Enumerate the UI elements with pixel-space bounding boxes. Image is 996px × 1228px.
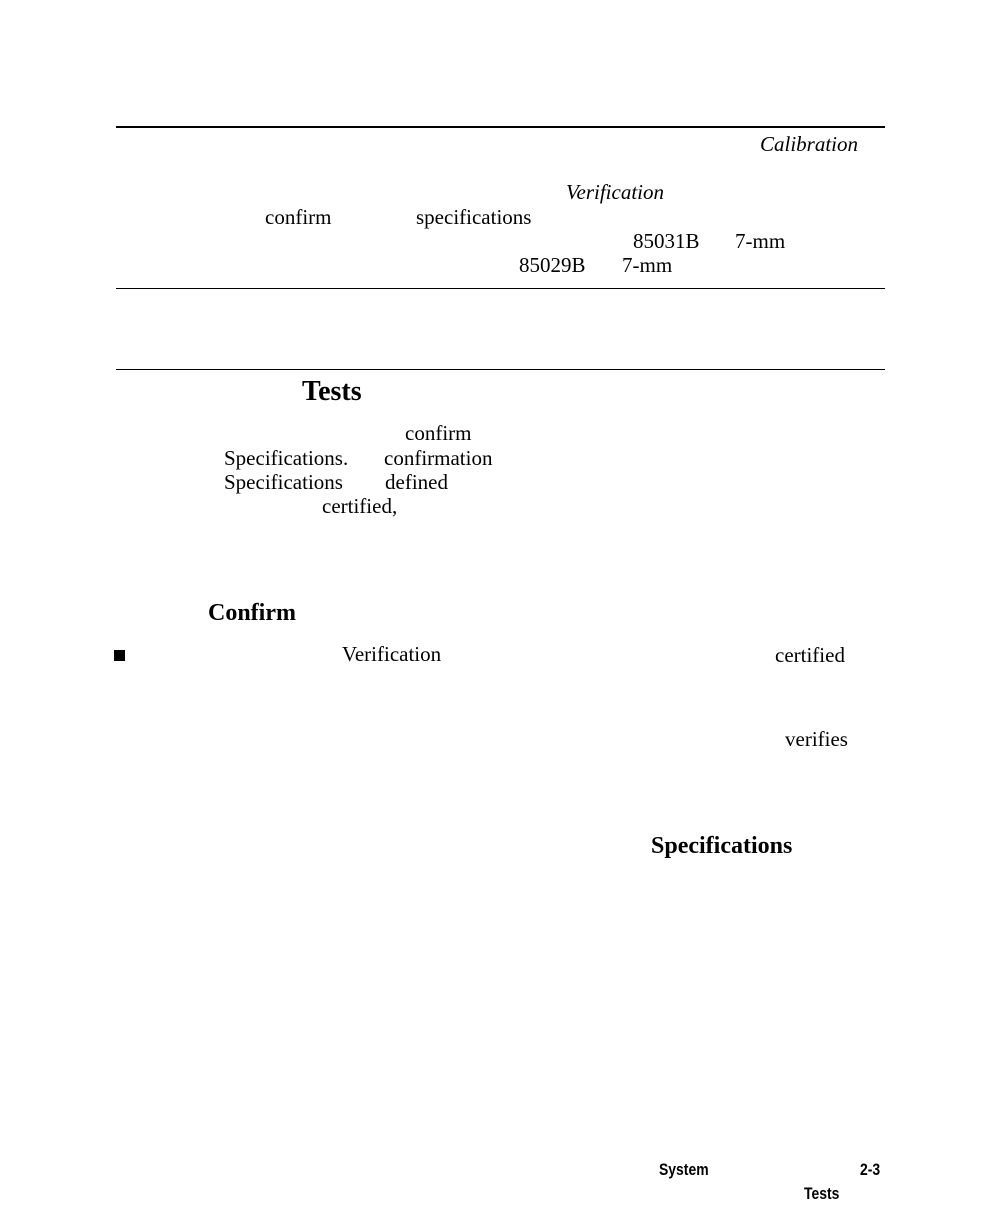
tests-word-defined: defined — [385, 470, 448, 494]
note-word-specifications: specifications — [416, 205, 532, 229]
confirm-word-certified: certified — [775, 643, 845, 667]
note-word-verification: Verification — [566, 180, 664, 204]
note-kit-85031b: 85031B — [633, 229, 700, 253]
bullet-square-icon — [114, 650, 125, 661]
tests-word-specifications: Specifications — [224, 470, 343, 494]
footer-tests: Tests — [804, 1184, 840, 1203]
note-mm-2: 7-mm — [622, 253, 673, 277]
section-rule — [116, 369, 885, 370]
subheading-specifications: Specifications — [651, 833, 793, 859]
section-heading-tests: Tests — [302, 376, 362, 407]
confirm-word-verification: Verification — [342, 642, 442, 666]
tests-word-confirm: confirm — [405, 421, 472, 445]
note-mm-1: 7-mm — [735, 229, 786, 253]
tests-word-certified: certified, — [322, 494, 398, 518]
tests-word-confirmation: confirmation — [384, 446, 493, 470]
confirm-word-verifies: verifies — [785, 727, 848, 751]
section-heading-confirm: Confirm — [208, 600, 296, 626]
tests-word-specifications-dot: Specifications. — [224, 446, 349, 470]
note-bottom-rule — [116, 288, 885, 289]
note-kit-85029b: 85029B — [519, 253, 586, 277]
top-rule — [116, 126, 885, 128]
footer-page-number: 2-3 — [860, 1160, 881, 1179]
note-word-confirm: confirm — [265, 205, 332, 229]
footer-system: System — [659, 1160, 709, 1179]
running-title: Calibration — [760, 132, 859, 156]
